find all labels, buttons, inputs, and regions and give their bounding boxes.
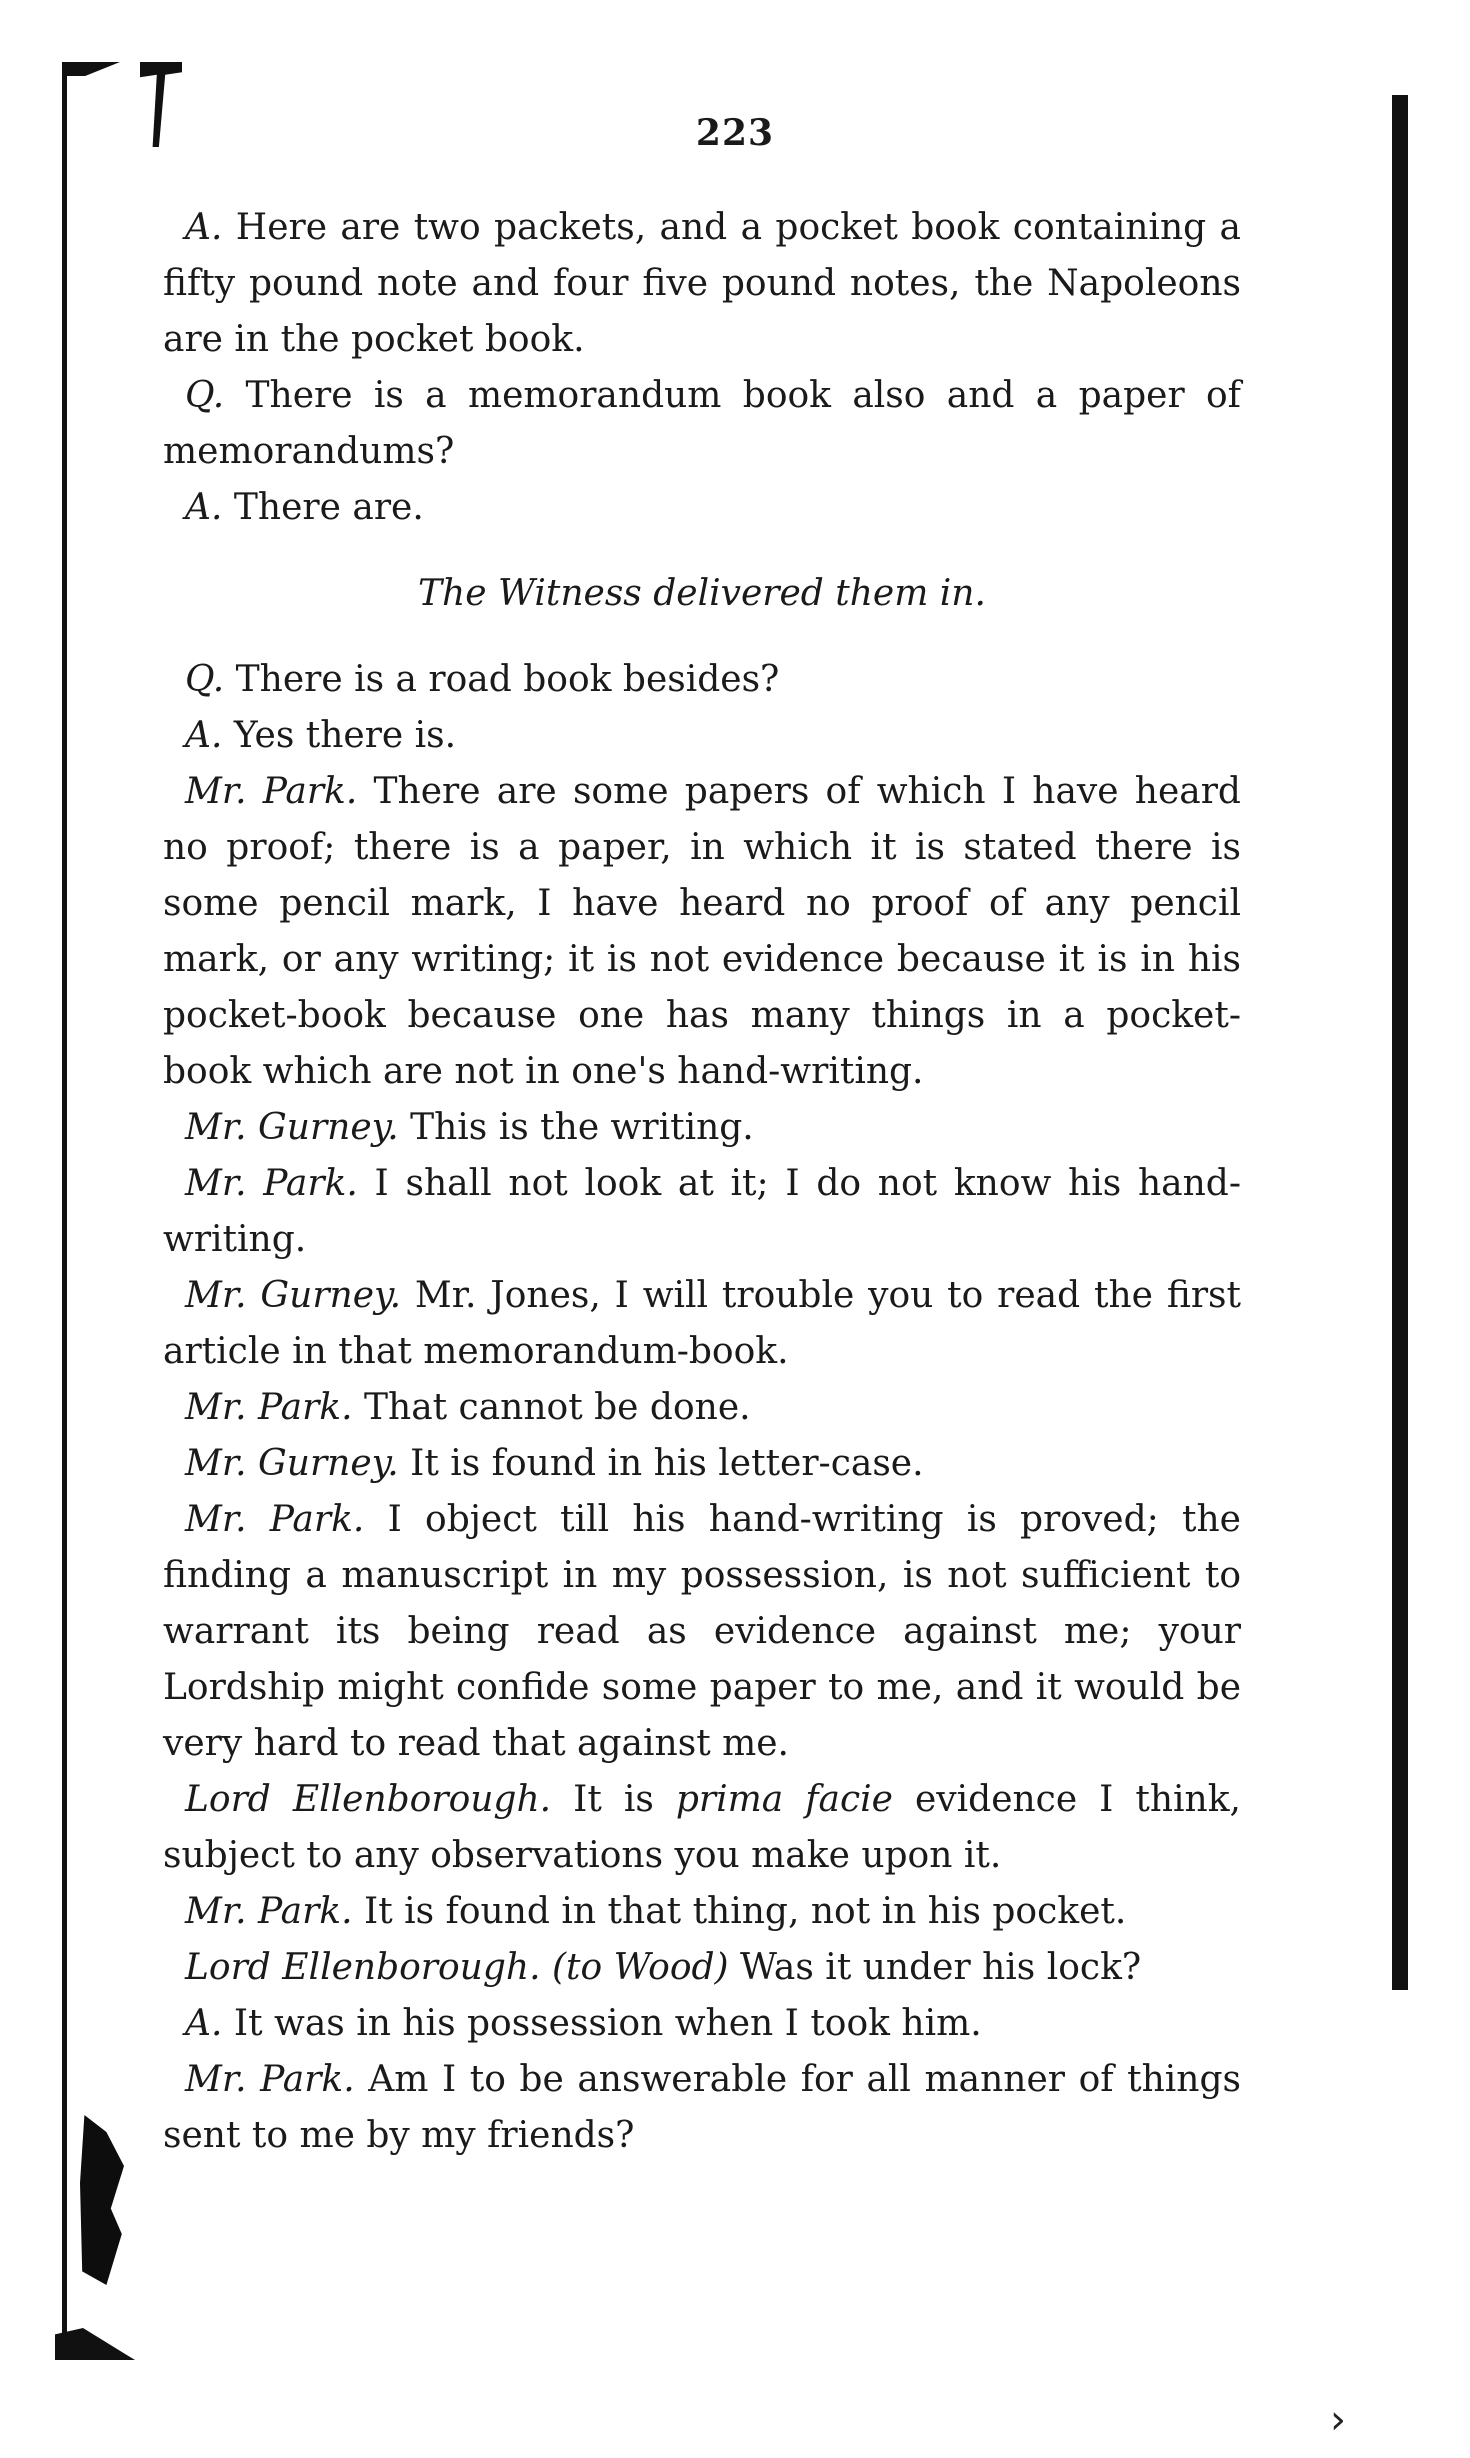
speaker-label: Mr. Park. [185,1499,365,1540]
dialogue-text: I object till his hand-writing is proved; the finding a manuscript in my possession, is not sufficient to warrant its being read as evidence against me; your Lordship might confide some paper to me, and it would be very hard to read that against me. [163,1499,1241,1764]
dialogue-paragraph [163,708,1241,764]
dialogue-paragraph [163,1436,1241,1492]
speaker-label: Mr. Gurney. [185,1107,399,1148]
dialogue-paragraph [163,1492,1241,1772]
dialogue-text: This is the writing. [398,1107,754,1148]
scan-left-border-top [62,62,120,76]
dialogue-text: I shall not look at it; I do not know his hand-writing. [163,1163,1241,1260]
speaker-label: Lord Ellenborough. [185,1779,552,1820]
dialogue-paragraph [163,2052,1241,2164]
dialogue-text: There is a road book besides? [224,659,780,700]
dialogue-text: That cannot be done. [352,1387,751,1428]
dialogue-text: It was in his possession when I took him. [222,2003,982,2044]
speaker-label: Mr. Gurney. [185,1443,399,1484]
scan-right-border [1392,95,1408,1990]
speaker-label: Mr. Park. [185,2059,355,2100]
stage-direction [163,566,1241,622]
dialogue-paragraph [163,368,1241,480]
speaker-label: A. [185,207,223,248]
dialogue-text: It is found in that thing, not in his pocket. [352,1891,1127,1932]
dialogue-paragraph [163,1268,1241,1380]
speaker-label: Q. [185,659,225,700]
dialogue-paragraph [163,1380,1241,1436]
scan-corner-mark: › [1330,2397,1346,2443]
dialogue-paragraph [163,1996,1241,2052]
dialogue-text: Yes there is. [222,715,457,756]
dialogue-text-continued: evidence I think, subject to any observations you make upon it. [163,1779,1242,1876]
dialogue-text: There is a memorandum book also and a paper of memorandums? [163,375,1241,472]
speaker-label: Mr. Park. [185,771,358,812]
scan-ink-blot [80,2115,124,2285]
dialogue-text: There are some papers of which I have heard no proof; there is a paper, in which it is stated there is some pencil mark, I have heard no proof of any pencil mark, or any writing; it is not evidence because it is in his pocket-book because one has many things in a pocket-book which are not in one's hand-writing. [163,771,1241,1092]
scan-left-border [62,70,67,2340]
body-text [163,200,1241,2164]
dialogue-paragraph [163,480,1241,536]
dialogue-paragraph [163,1772,1241,1884]
speaker-label: Mr. Park. [185,1163,358,1204]
speaker-label: Lord Ellenborough. (to Wood) [185,1947,729,1988]
dialogue-paragraph [163,200,1241,368]
dialogue-paragraph [163,652,1241,708]
speaker-label: A. [185,487,223,528]
dialogue-text: It is [551,1779,676,1820]
stage-direction-text: The Witness delivered them in. [418,573,986,614]
speaker-label: Mr. Park. [185,1387,353,1428]
dialogue-paragraph [163,764,1241,1100]
dialogue-paragraph [163,1940,1241,1996]
dialogue-paragraph [163,1156,1241,1268]
speaker-label: Mr. Park. [185,1891,353,1932]
dialogue-text: Here are two packets, and a pocket book containing a fifty pound note and four five pound notes, the Napoleons are in the pocket book. [163,207,1241,360]
scan-left-border-bottom [55,2328,135,2360]
dialogue-text: Mr. Jones, I will trouble you to read the first article in that memorandum-book. [163,1275,1241,1372]
dialogue-text: Am I to be answerable for all manner of things sent to me by my friends? [163,2059,1242,2156]
italic-phrase: prima facie [675,1779,893,1820]
speaker-label: A. [185,715,223,756]
dialogue-paragraph [163,1100,1241,1156]
speaker-label: A. [185,2003,223,2044]
dialogue-text: Was it under his lock? [728,1947,1142,1988]
page-number: 223 [695,112,775,154]
speaker-label: Q. [185,375,225,416]
dialogue-text: There are. [222,487,424,528]
dialogue-paragraph [163,1884,1241,1940]
speaker-label: Mr. Gurney. [185,1275,402,1316]
dialogue-text: It is found in his letter-case. [398,1443,924,1484]
